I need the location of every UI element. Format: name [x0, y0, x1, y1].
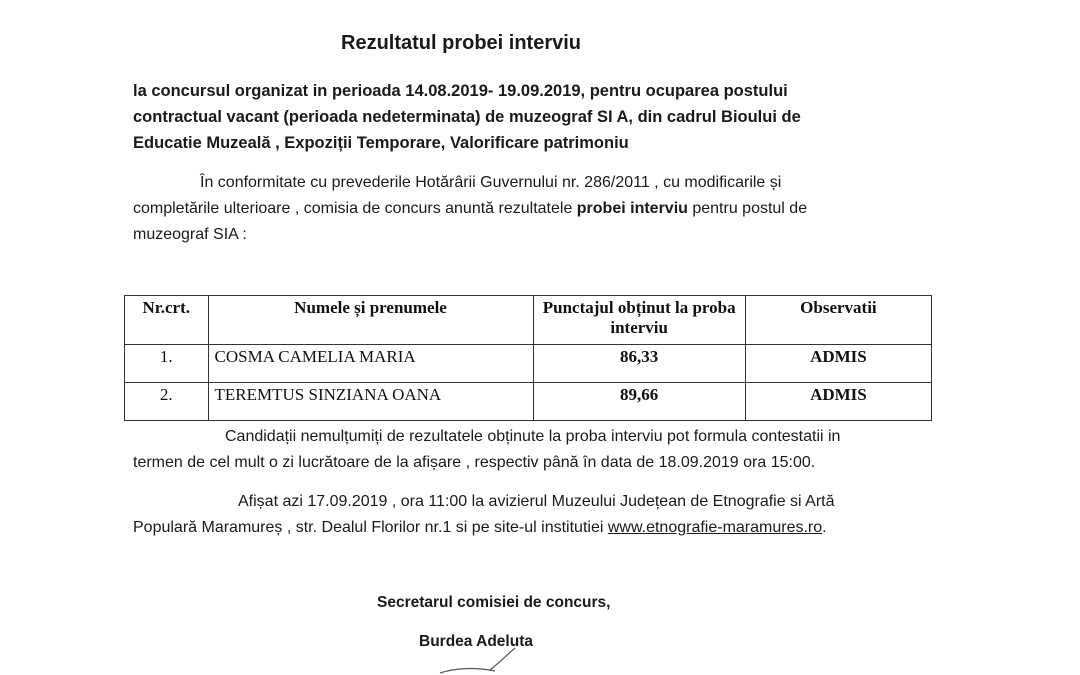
- contest-note-line-2: termen de cel mult o zi lucrătoare de la afișare , respectiv până în data de 18.09.2019 ora 15:00.: [133, 454, 816, 471]
- row-observation: ADMIS: [745, 383, 931, 421]
- subtitle-line-3: Educatie Muzeală , Expoziții Temporare, Valorificare patrimoniu: [133, 134, 629, 152]
- row-observation: ADMIS: [745, 345, 931, 383]
- page-title: Rezultatul probei interviu: [341, 32, 582, 54]
- row-name: COSMA CAMELIA MARIA: [208, 345, 533, 383]
- results-table: [124, 295, 932, 421]
- intro-line-2: [133, 200, 807, 218]
- subtitle-line-2: contractual vacant (perioada nedeterminata) de muzeograf SI A, din cadrul Bioului de: [133, 108, 801, 126]
- row-nr: 1.: [125, 345, 209, 383]
- subtitle-line-1: la concursul organizat in perioada 14.08.2019- 19.09.2019, pentru ocuparea postului: [133, 82, 788, 100]
- header-nr: Nr.crt.: [125, 296, 209, 345]
- signature-name: Burdea Adeluta: [419, 633, 533, 650]
- website-link[interactable]: www.etnografie-maramures.ro: [607, 519, 823, 536]
- posted-note-text: Populară Maramureș , str. Dealul Florilor nr.1 si pe site-ul institutiei: [133, 519, 608, 536]
- posted-note-end: .: [822, 519, 827, 536]
- intro-text: completările ulterioare , comisia de concurs anuntă rezultatele: [133, 200, 577, 217]
- table-row: [125, 383, 932, 421]
- signature-label: Secretarul comisiei de concurs,: [377, 594, 611, 611]
- intro-line-1: În conformitate cu prevederile Hotărârii Guvernului nr. 286/2011 , cu modificarile și: [200, 174, 782, 191]
- row-nr: 2.: [125, 383, 209, 421]
- row-score: 86,33: [533, 345, 745, 383]
- row-score: 89,66: [533, 383, 745, 421]
- intro-line-3: muzeograf SIA :: [133, 226, 247, 243]
- posted-note-line-1: Afișat azi 17.09.2019 , ora 11:00 la avizierul Muzeului Județean de Etnografie si Artă: [238, 493, 835, 510]
- intro-bold-text: probei interviu: [576, 200, 688, 217]
- header-score: Punctajul obținut la proba interviu: [533, 296, 745, 345]
- contest-note-line-1: Candidații nemulțumiți de rezultatele obținute la proba interviu pot formula contestatii in: [225, 428, 841, 445]
- table-row: [125, 345, 932, 383]
- intro-text-end: pentru postul de: [687, 200, 808, 217]
- header-observations: Observatii: [745, 296, 931, 345]
- handwritten-signature: [420, 640, 540, 675]
- row-name: TEREMTUS SINZIANA OANA: [208, 383, 533, 421]
- table-header-row: [125, 296, 932, 345]
- posted-note-line-2: [133, 519, 827, 537]
- header-name: Numele și prenumele: [208, 296, 533, 345]
